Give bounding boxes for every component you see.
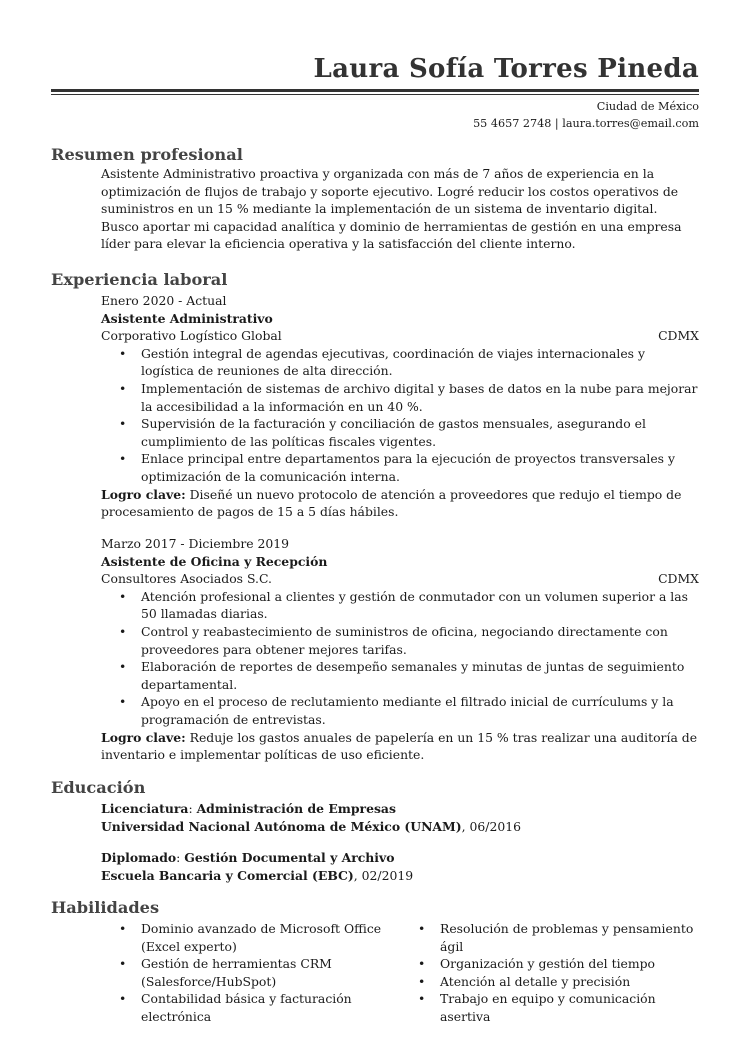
job-bullet: • Elaboración de reportes de desempeño semanales y minutas de juntas de seguimiento departamental.: [101, 658, 699, 693]
achievement-text: Diseñé un nuevo protocolo de atención a proveedores que redujo el tiempo de procesamiento de pagos de 15 a 5 días hábiles.: [101, 486, 682, 520]
skill-item: • Organización y gestión del tiempo: [400, 955, 700, 973]
skills-column-right: [400, 920, 700, 1026]
contact-city: Ciudad de México: [596, 100, 699, 113]
job-bullet: • Gestión integral de agendas ejecutivas, coordinación de viajes internacionales y logística de reuniones de alta dirección.: [101, 345, 699, 380]
job-entry: [101, 292, 699, 521]
contact-email[interactable]: laura.torres@email.com: [562, 117, 699, 130]
achievement-text: Reduje los gastos anuales de papelería en un 15 % tras realizar una auditoría de inventario e implementar políticas de uso eficiente.: [101, 729, 698, 763]
job-company-row: [101, 327, 699, 345]
skill-item: • Atención al detalle y precisión: [400, 973, 700, 991]
job-bullets: [101, 588, 699, 729]
skill-item: • Resolución de problemas y pensamiento ágil: [400, 920, 700, 955]
header-rule-thick: [51, 89, 699, 92]
skill-item: • Contabilidad básica y facturación electrónica: [101, 990, 391, 1025]
job-dates: Marzo 2017 - Diciembre 2019: [101, 536, 290, 551]
skill-item: • Trabajo en equipo y comunicación asertiva: [400, 990, 700, 1025]
job-role: Asistente de Oficina y Recepción: [101, 553, 328, 569]
summary-heading: Resumen profesional: [51, 145, 243, 164]
education-institution-line: Escuela Bancaria y Comercial (EBC), 02/2019: [101, 867, 414, 883]
header-rule-thin: [51, 94, 699, 95]
education-institution: Escuela Bancaria y Comercial (EBC): [101, 867, 354, 883]
summary-text: Asistente Administrativo proactiva y organizada con más de 7 años de experiencia en la optimización de flujos de trabajo y soporte ejecutivo. Logré reducir los costos operativos de suministros en un 15 % mediante la implementación de un sistema de inventario digital. Busco aportar mi capacidad analítica y dominio de herramientas de gestión en una empresa líder para elevar la eficiencia operativa y la satisfacción del cliente interno.: [101, 166, 682, 252]
contact-separator: |: [554, 117, 559, 130]
skills-list-right: [400, 920, 700, 1026]
achievement-label: Logro clave:: [101, 729, 186, 745]
job-bullet: • Control y reabastecimiento de suministros de oficina, negociando directamente con proveedores para obtener mejores tarifas.: [101, 623, 699, 658]
job-achievement: [101, 486, 699, 521]
education-degree-line: Licenciatura: Administración de Empresas: [101, 801, 396, 816]
job-achievement: [101, 729, 699, 764]
education-entry: [101, 800, 699, 835]
education-field: Administración de Empresas: [196, 801, 396, 816]
summary-section: [101, 165, 699, 253]
job-role: Asistente Administrativo: [101, 310, 273, 326]
contact-info: [473, 98, 699, 132]
skills-heading: Habilidades: [51, 898, 160, 917]
contact-line: [473, 115, 699, 132]
education-heading: Educación: [51, 778, 146, 797]
job-location: CDMX: [658, 571, 699, 587]
education-institution-line: Universidad Nacional Autónoma de México (UNAM), 06/2016: [101, 818, 521, 834]
job-bullet: • Supervisión de la facturación y conciliación de gastos mensuales, asegurando el cumplimiento de las políticas fiscales vigentes.: [101, 415, 699, 450]
skill-item: • Gestión de herramientas CRM (Salesforce/HubSpot): [101, 955, 391, 990]
education-degree-type: Diplomado: [101, 850, 177, 865]
education-institution: Universidad Nacional Autónoma de México (UNAM): [101, 818, 462, 834]
job-company: Consultores Asociados S.C.: [101, 571, 272, 587]
skill-item: • Dominio avanzado de Microsoft Office (Excel experto): [101, 920, 391, 955]
education-degree-line: Diplomado: Gestión Documental y Archivo: [101, 850, 395, 865]
job-bullet: • Implementación de sistemas de archivo digital y bases de datos en la nube para mejorar la accesibilidad a la información en un 40 %.: [101, 380, 699, 415]
education-date: 02/2019: [361, 867, 414, 883]
job-bullet: • Enlace principal entre departamentos para la ejecución de proyectos transversales y optimización de la comunicación interna.: [101, 450, 699, 485]
job-entry: [101, 535, 699, 764]
contact-phone: 55 4657 2748: [473, 117, 552, 130]
experience-heading: Experiencia laboral: [51, 270, 228, 289]
education-date: 06/2016: [469, 818, 521, 834]
achievement-label: Logro clave:: [101, 486, 186, 502]
education-entry: [101, 849, 699, 884]
education-field: Gestión Documental y Archivo: [184, 850, 395, 865]
job-location: CDMX: [658, 328, 699, 344]
job-company: Corporativo Logístico Global: [101, 328, 282, 344]
skills-column-left: [101, 920, 391, 1026]
skills-list-left: [101, 920, 391, 1026]
education-degree-type: Licenciatura: [101, 801, 189, 816]
job-bullet: • Atención profesional a clientes y gestión de conmutador con un volumen superior a las 50 llamadas diarias.: [101, 588, 699, 623]
job-dates: Enero 2020 - Actual: [101, 293, 227, 308]
job-bullet: • Apoyo en el proceso de reclutamiento mediante el filtrado inicial de currículums y la programación de entrevistas.: [101, 693, 699, 728]
job-company-row: [101, 570, 699, 588]
job-bullets: [101, 345, 699, 486]
candidate-name: Laura Sofía Torres Pineda: [313, 54, 699, 84]
